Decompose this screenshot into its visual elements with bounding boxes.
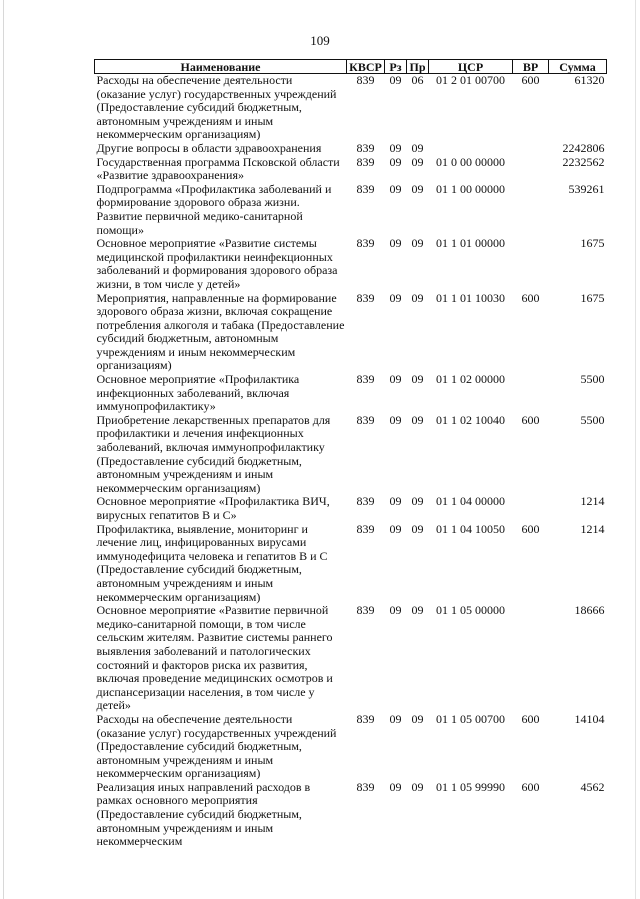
row-vr: 600 xyxy=(521,521,540,536)
row-name: Основное мероприятие «Профилактика ВИЧ, вирусных гепатитов В и С» xyxy=(96,494,330,522)
row-pr: 09 xyxy=(411,779,424,794)
row-kvsr: 839 xyxy=(356,140,375,155)
row-csr: 01 1 04 00000 xyxy=(436,494,505,509)
table-row xyxy=(95,237,607,291)
header-pr: Пр xyxy=(407,60,429,74)
row-name: Реализация иных направлений расходов в рамках основного мероприятия (Предоставление субсидий бюджетным, автономным учреждениям и иным некоммерческим xyxy=(96,779,311,849)
row-pr: 09 xyxy=(411,154,424,169)
row-sum: 5500 xyxy=(580,372,605,387)
row-rz: 09 xyxy=(389,494,402,509)
row-sum: 1214 xyxy=(580,494,605,509)
table-row xyxy=(95,292,607,374)
row-sum: 539261 xyxy=(568,181,605,196)
page-number: 109 xyxy=(310,33,330,48)
row-rz: 09 xyxy=(389,779,402,794)
row-csr: 01 1 05 99990 xyxy=(436,779,505,794)
row-pr: 09 xyxy=(411,372,424,387)
table-row xyxy=(95,495,607,522)
row-sum: 1675 xyxy=(580,290,605,305)
row-name: Расходы на обеспечение деятельности (оказание услуг) государственных учреждений (Предоставление субсидий бюджетным, автономным учреждениям и иным некоммерческим организациям) xyxy=(96,73,337,142)
row-pr: 09 xyxy=(411,494,424,509)
row-csr: 01 1 02 00000 xyxy=(436,372,505,387)
row-kvsr: 839 xyxy=(356,711,375,726)
row-sum: 2242806 xyxy=(562,140,605,155)
row-kvsr: 839 xyxy=(356,603,375,618)
row-pr: 09 xyxy=(411,711,424,726)
row-vr xyxy=(513,156,549,183)
row-name: Основное мероприятие «Развитие системы медицинской профилактики неинфекционных заболеваний и формирования здорового образа жизни, в том числе у детей» xyxy=(96,236,338,291)
header-kvsr: КВСР xyxy=(347,60,385,74)
row-rz: 09 xyxy=(389,412,402,427)
row-csr: 01 1 05 00700 xyxy=(436,711,505,726)
table-row xyxy=(95,156,607,183)
row-kvsr: 839 xyxy=(356,412,375,427)
row-csr: 01 1 05 00000 xyxy=(436,603,505,618)
row-vr: 600 xyxy=(521,73,540,87)
row-kvsr: 839 xyxy=(356,494,375,509)
row-pr: 09 xyxy=(411,236,424,251)
row-rz: 09 xyxy=(389,521,402,536)
row-vr xyxy=(513,142,549,156)
row-pr: 09 xyxy=(411,412,424,427)
header-rz: Рз xyxy=(385,60,407,74)
row-sum: 14104 xyxy=(574,711,605,726)
row-pr: 09 xyxy=(411,140,424,155)
row-rz: 09 xyxy=(389,181,402,196)
row-name: Основное мероприятие «Профилактика инфекционных заболеваний, включая иммунопрофилактику» xyxy=(96,372,300,414)
row-name: Профилактика, выявление, мониторинг и лечение лиц, инфицированных вирусами иммунодефицита человека и гепатитов В и С (Предоставление субсидий бюджетным, автономным учреждениям и иным некоммерческим организациям) xyxy=(96,521,328,604)
row-vr xyxy=(513,495,549,522)
row-pr: 06 xyxy=(411,73,424,87)
table-row xyxy=(95,414,607,496)
budget-table-header xyxy=(95,60,607,74)
row-csr: 01 1 04 10050 xyxy=(436,521,505,536)
table-row xyxy=(95,781,607,849)
row-sum: 1675 xyxy=(580,236,605,251)
header-sum: Сумма xyxy=(549,60,607,74)
row-sum: 4562 xyxy=(580,779,605,794)
table-row xyxy=(95,142,607,156)
row-sum: 61320 xyxy=(574,73,605,87)
row-csr: 01 2 01 00700 xyxy=(436,73,505,87)
row-kvsr: 839 xyxy=(356,73,375,87)
row-kvsr: 839 xyxy=(356,372,375,387)
row-rz: 09 xyxy=(389,372,402,387)
budget-table-body xyxy=(95,74,607,849)
header-csr: ЦСР xyxy=(429,60,513,74)
row-csr xyxy=(429,142,513,156)
row-rz: 09 xyxy=(389,73,402,87)
row-csr: 01 1 01 00000 xyxy=(436,236,505,251)
row-csr: 01 1 01 10030 xyxy=(436,290,505,305)
header-vr: ВР xyxy=(513,60,549,74)
row-vr xyxy=(513,373,549,414)
row-name: Мероприятия, направленные на формирование здорового образа жизни, включая сокращение потребления алкоголя и табака (Предоставление субсидий бюджетным, автономным учреждениям и иным некоммерческим организациям) xyxy=(96,290,345,373)
budget-table xyxy=(94,59,607,849)
row-csr: 01 0 00 00000 xyxy=(436,154,505,169)
row-rz: 09 xyxy=(389,711,402,726)
row-sum: 2232562 xyxy=(562,154,605,169)
scan-edge-right xyxy=(635,0,636,899)
table-row xyxy=(95,713,607,781)
row-csr: 01 1 02 10040 xyxy=(436,412,505,427)
row-kvsr: 839 xyxy=(356,779,375,794)
row-name: Приобретение лекарственных препаратов для профилактики и лечения инфекционных заболеваний, включая иммунопрофилактику (Предоставление субсидий бюджетным, автономным учреждениям и иным некоммерческим организациям) xyxy=(96,412,331,495)
row-sum: 1214 xyxy=(580,521,605,536)
row-rz: 09 xyxy=(389,603,402,618)
row-kvsr: 839 xyxy=(356,521,375,536)
row-sum: 5500 xyxy=(580,412,605,427)
row-rz: 09 xyxy=(389,236,402,251)
row-vr: 600 xyxy=(521,711,540,726)
table-row xyxy=(95,604,607,713)
row-pr: 09 xyxy=(411,603,424,618)
row-kvsr: 839 xyxy=(356,290,375,305)
header-name: Наименование xyxy=(95,60,347,74)
row-name: Государственная программа Псковской области «Развитие здравоохранения» xyxy=(96,154,340,183)
table-row xyxy=(95,74,607,142)
row-name: Другие вопросы в области здравоохранения xyxy=(96,140,322,155)
row-vr xyxy=(513,237,549,291)
row-name: Основное мероприятие «Развитие первичной медико-санитарной помощи, в том числе сельским жителям. Развитие системы раннего выявления заболеваний и патологических состояний и факторов риска их развития, включая проведение медицинских осмотров и диспансеризации населения, в том числе у детей» xyxy=(96,603,333,713)
row-rz: 09 xyxy=(389,140,402,155)
row-rz: 09 xyxy=(389,290,402,305)
row-kvsr: 839 xyxy=(356,236,375,251)
table-row xyxy=(95,183,607,237)
row-rz: 09 xyxy=(389,154,402,169)
row-vr: 600 xyxy=(521,779,540,794)
scan-edge-left xyxy=(3,0,4,899)
row-csr: 01 1 00 00000 xyxy=(436,181,505,196)
row-vr xyxy=(513,604,549,713)
row-kvsr: 839 xyxy=(356,181,375,196)
row-pr: 09 xyxy=(411,521,424,536)
row-vr: 600 xyxy=(521,412,540,427)
row-pr: 09 xyxy=(411,181,424,196)
row-name: Расходы на обеспечение деятельности (оказание услуг) государственных учреждений (Предоставление субсидий бюджетным, автономным учреждениям и иным некоммерческим организациям) xyxy=(96,711,337,781)
row-vr: 600 xyxy=(521,290,540,305)
row-kvsr: 839 xyxy=(356,154,375,169)
table-row xyxy=(95,523,607,605)
table-row xyxy=(95,373,607,414)
row-pr: 09 xyxy=(411,290,424,305)
row-vr xyxy=(513,183,549,237)
row-name: Подпрограмма «Профилактика заболеваний и формирование здорового образа жизни. Развитие первичной медико-санитарной помощи» xyxy=(96,181,332,237)
row-sum: 18666 xyxy=(574,603,605,618)
